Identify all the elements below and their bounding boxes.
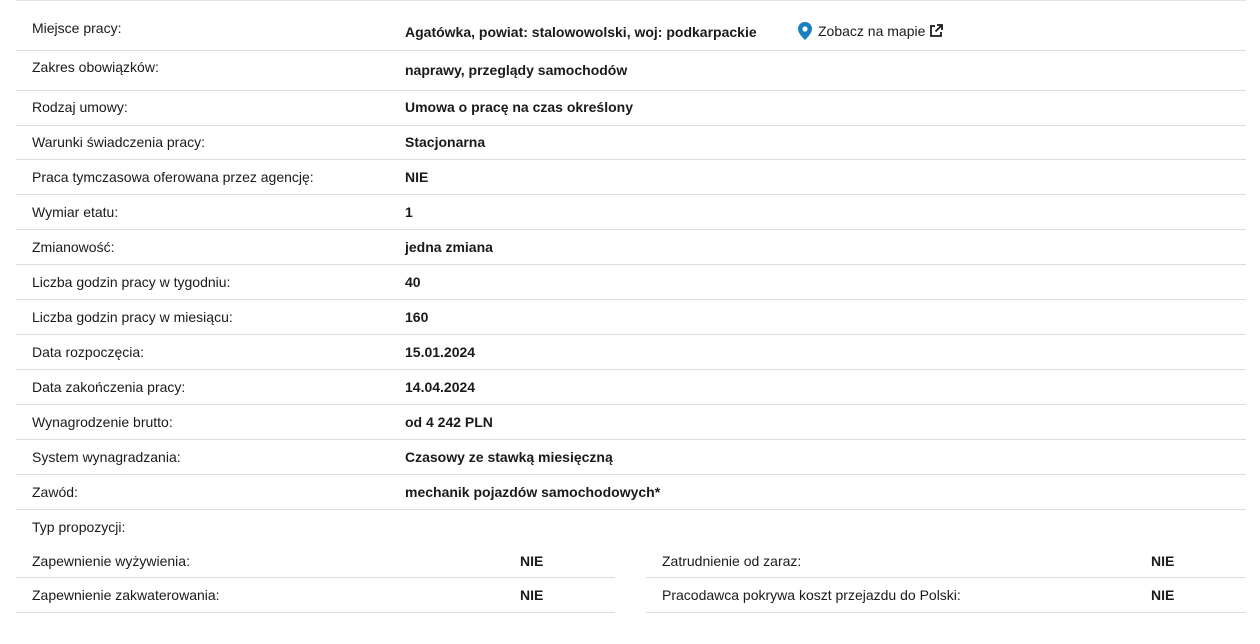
detail-label: Praca tymczasowa oferowana przez agencję: — [32, 169, 314, 185]
detail-value: od 4 242 PLN — [405, 414, 493, 430]
offer-item-row — [646, 578, 1246, 613]
detail-value: mechanik pojazdów samochodowych* — [405, 484, 661, 500]
detail-row-workplace — [16, 0, 1246, 51]
offer-item-row — [646, 544, 1246, 578]
detail-value: Umowa o pracę na czas określony — [405, 99, 633, 115]
detail-value: NIE — [405, 169, 429, 185]
detail-label: System wynagradzania: — [32, 449, 181, 465]
detail-value: jedna zmiana — [405, 239, 493, 255]
detail-row — [16, 405, 1246, 440]
detail-label: Data zakończenia pracy: — [32, 379, 186, 395]
detail-label: Data rozpoczęcia: — [32, 344, 145, 360]
detail-row — [16, 126, 1246, 160]
detail-row — [16, 265, 1246, 300]
detail-row — [16, 91, 1246, 126]
detail-value: Stacjonarna — [405, 134, 486, 150]
show-on-map-link[interactable] — [798, 22, 943, 40]
offer-item-value: NIE — [520, 587, 544, 603]
detail-label: Zakres obowiązków: — [32, 59, 159, 75]
offer-item-value: NIE — [520, 553, 544, 569]
detail-row — [16, 195, 1246, 230]
external-link-icon — [929, 24, 943, 38]
detail-value: 160 — [405, 309, 429, 325]
offer-item-value: NIE — [1151, 587, 1175, 603]
detail-value: Agatówka, powiat: stalowowolski, woj: podkarpackie — [405, 24, 757, 40]
detail-row — [16, 370, 1246, 405]
offer-item-label: Pracodawca pokrywa koszt przejazdu do Polski: — [662, 587, 961, 603]
detail-row — [16, 335, 1246, 370]
detail-label: Liczba godzin pracy w miesiącu: — [32, 309, 233, 325]
detail-row — [16, 230, 1246, 265]
offer-item-row — [16, 578, 615, 613]
map-pin-icon — [798, 22, 812, 40]
detail-row — [16, 300, 1246, 335]
detail-row — [16, 440, 1246, 475]
detail-label: Miejsce pracy: — [32, 20, 122, 36]
offer-item-value: NIE — [1151, 553, 1175, 569]
detail-label: Wymiar etatu: — [32, 204, 119, 220]
detail-value: 15.01.2024 — [405, 344, 476, 360]
detail-value: naprawy, przeglądy samochodów — [405, 62, 628, 78]
detail-label: Wynagrodzenie brutto: — [32, 414, 173, 430]
detail-label: Zawód: — [32, 484, 78, 500]
detail-label: Zmianowość: — [32, 239, 115, 255]
detail-value: 1 — [405, 204, 413, 220]
offer-type-heading: Typ propozycji: — [32, 519, 126, 535]
detail-value: 40 — [405, 274, 421, 290]
detail-row — [16, 51, 1246, 91]
offer-item-label: Zapewnienie zakwaterowania: — [32, 587, 220, 603]
detail-value: Czasowy ze stawką miesięczną — [405, 449, 613, 465]
map-link-label: Zobacz na mapie — [818, 23, 926, 39]
detail-label: Rodzaj umowy: — [32, 99, 128, 115]
detail-row — [16, 160, 1246, 195]
detail-label: Warunki świadczenia pracy: — [32, 134, 205, 150]
offer-item-label: Zatrudnienie od zaraz: — [662, 553, 802, 569]
detail-label: Liczba godzin pracy w tygodniu: — [32, 274, 231, 290]
detail-value: 14.04.2024 — [405, 379, 476, 395]
detail-row-profession — [16, 475, 1246, 510]
offer-item-label: Zapewnienie wyżywienia: — [32, 553, 190, 569]
offer-item-row — [16, 544, 615, 578]
